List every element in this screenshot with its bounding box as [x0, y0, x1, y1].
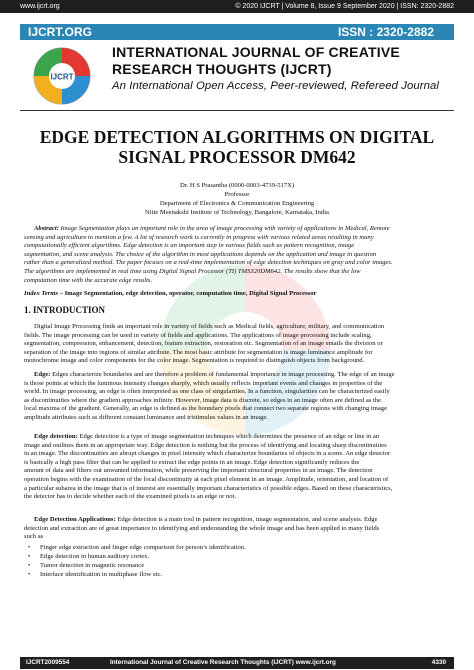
paper-title-line2: SIGNAL PROCESSOR DM642 [118, 147, 356, 167]
divider [20, 110, 454, 111]
journal-title-line2: RESEARCH THOUGHTS (IJCRT) [112, 61, 332, 77]
header-bar [0, 0, 474, 13]
list-item: • Edge detection in human auditory cortex. [28, 553, 150, 560]
bullet-icon: • [28, 553, 31, 560]
footer-journal[interactable]: International Journal of Creative Research Thoughts (IJCRT) www.ijcrt.org [110, 659, 336, 666]
journal-title-line1: INTERNATIONAL JOURNAL OF CREATIVE [112, 44, 400, 60]
page-number: 4330 [431, 659, 446, 666]
list-item: • Finger edge extraction and finger edge comparison for person’s identification. [28, 544, 246, 551]
edge-detection-label: Edge detection: [34, 433, 78, 440]
section-heading-introduction: 1. INTRODUCTION [24, 305, 106, 315]
edge-paragraph: Edge: Edges characterize boundaries and are therefore a problem of fundamental importance in image processing. The edge of an image is those points at which the luminous intensity changes sharply, which usually reflects important events and changes in properties of the world. In image processing, an edge is often interpreted as one class of singularities. In a function, singularities can be characterized easily as discontinuities where the gradient approaches infinity. However, image data is discrete, so edges in an image often are defined as the local maxima of the gradient. Generally, an edge is defined as the boundary pixels that connect two separate regions with changing image amplitude attributes such as different constant luminance and tristimulus values in an image. [24, 371, 395, 421]
bullet-icon: • [28, 562, 31, 569]
author-position: Professor [224, 191, 250, 198]
edge-detection-paragraph: Edge detection: Edge detection is a type of image segmentation techniques which determines the presence of an edge or line in an image and outlines them in an appropriate way. Edge detection is nothing but the process of identifying and locating sharp discontinuities in an image. The discontinuities are abrupt changes in pixel intensity which characterize boundaries of objects in a scene. An edge detector is basically a high pass filter that can be applied to extract the edge points in an image. Edge detection significantly reduces the amount of data and filters out unwanted information, while preserving the important structural properties in an image. The detection operation begins with the examination of the local discontinuity at each pixel element in an image. Amplitude, orientation, and location of a particular subarea in the image that is of interest are essentially important characteristics of possible edges. Based on these characteristics, the detector has to decide whether each of the examined pixels is an edge or not. [24, 433, 393, 501]
issue-info: © 2020 IJCRT | Volume 8, Issue 9 September 2020 | ISSN: 2320-2882 [235, 3, 454, 10]
author-department: Department of Electronics & Communication Engineering [159, 200, 315, 207]
journal-tagline: An International Open Access, Peer-reviewed, Refereed Journal [112, 80, 439, 92]
edge-label: Edge: [34, 371, 51, 378]
bullet-icon: • [28, 571, 31, 578]
applications-paragraph: Edge Detection Applications: Edge detection is a main tool in pattern recognition, image segmentation, and scene analysis. Edge detection and extraction are of great importance to identifying and understanding the whole image and has been applied to many fields such as [24, 516, 380, 541]
paper-title-line1: EDGE DETECTION ALGORITHMS ON DIGITAL [39, 127, 435, 147]
brand-name: IJCRT.ORG [28, 25, 93, 39]
list-item: • Tumor detection in magnetic resonance [28, 562, 145, 569]
footer-bar [20, 657, 454, 669]
author-institute: Nitte Meenakshi Institute of Technology, Bangalore, Karnataka, India [145, 209, 329, 216]
site-url[interactable]: www.ijcrt.org [20, 3, 60, 10]
bullet-icon: • [28, 544, 31, 551]
abstract: Abstract: Image Segmentation plays an important role in the area of image processing with variety of applications in Medical, Remote sensing and agriculture to mention a few. A lot of research work is currently in progress with various related areas resulting in many computationally efficient algorithms. Edge detection is an important step in various fields such as pattern recognition, image segmentation, and scene analysis. The choice of the algorithm in most applications depends on the application and image in question rather than a generalized method. The paper focuses on a real-time implementation of edge detection techniques on gray and color images. The algorithms are implemented in real time using Digital Signal Processor (TI) TMS320DM642. The results show that the low computation time with the accurate edge results. [24, 225, 393, 284]
index-terms: Index Terms – Image Segmentation, edge detection, operator, computation time, Digital Signal Processor [24, 290, 317, 297]
journal-logo [22, 44, 102, 108]
journal-banner [20, 24, 454, 40]
abstract-label: Abstract: [34, 225, 59, 232]
author-name: Dr. H S Prasantha (0000-0003-4739-517X) [179, 182, 295, 189]
logo-text: IJCRT [50, 72, 74, 82]
paper-id: IJCRT2009554 [26, 659, 70, 666]
applications-label: Edge Detection Applications: [34, 516, 116, 523]
issn-badge: ISSN : 2320-2882 [337, 25, 434, 39]
list-item: • Interface identification in multiphase flow etc. [28, 571, 163, 578]
intro-paragraph: Digital Image Processing finds an important role in variety of fields such as Medical fields, agriculture, military, and communication fields. The image processing can be used in variety of fields and applications. The applications of image processing include scaling, segmentation, compression, enhancement, detection, feature extraction, restoration etc. Segmentation of an image entails the division or separation of the image into regions of similar attribute. The most basic attribute for segmentation is image luminance amplitude for monochrome image and color components for the color image. Segmentation is required to distinguish objects from background. [24, 323, 385, 365]
index-terms-label: Index Terms [24, 290, 59, 297]
